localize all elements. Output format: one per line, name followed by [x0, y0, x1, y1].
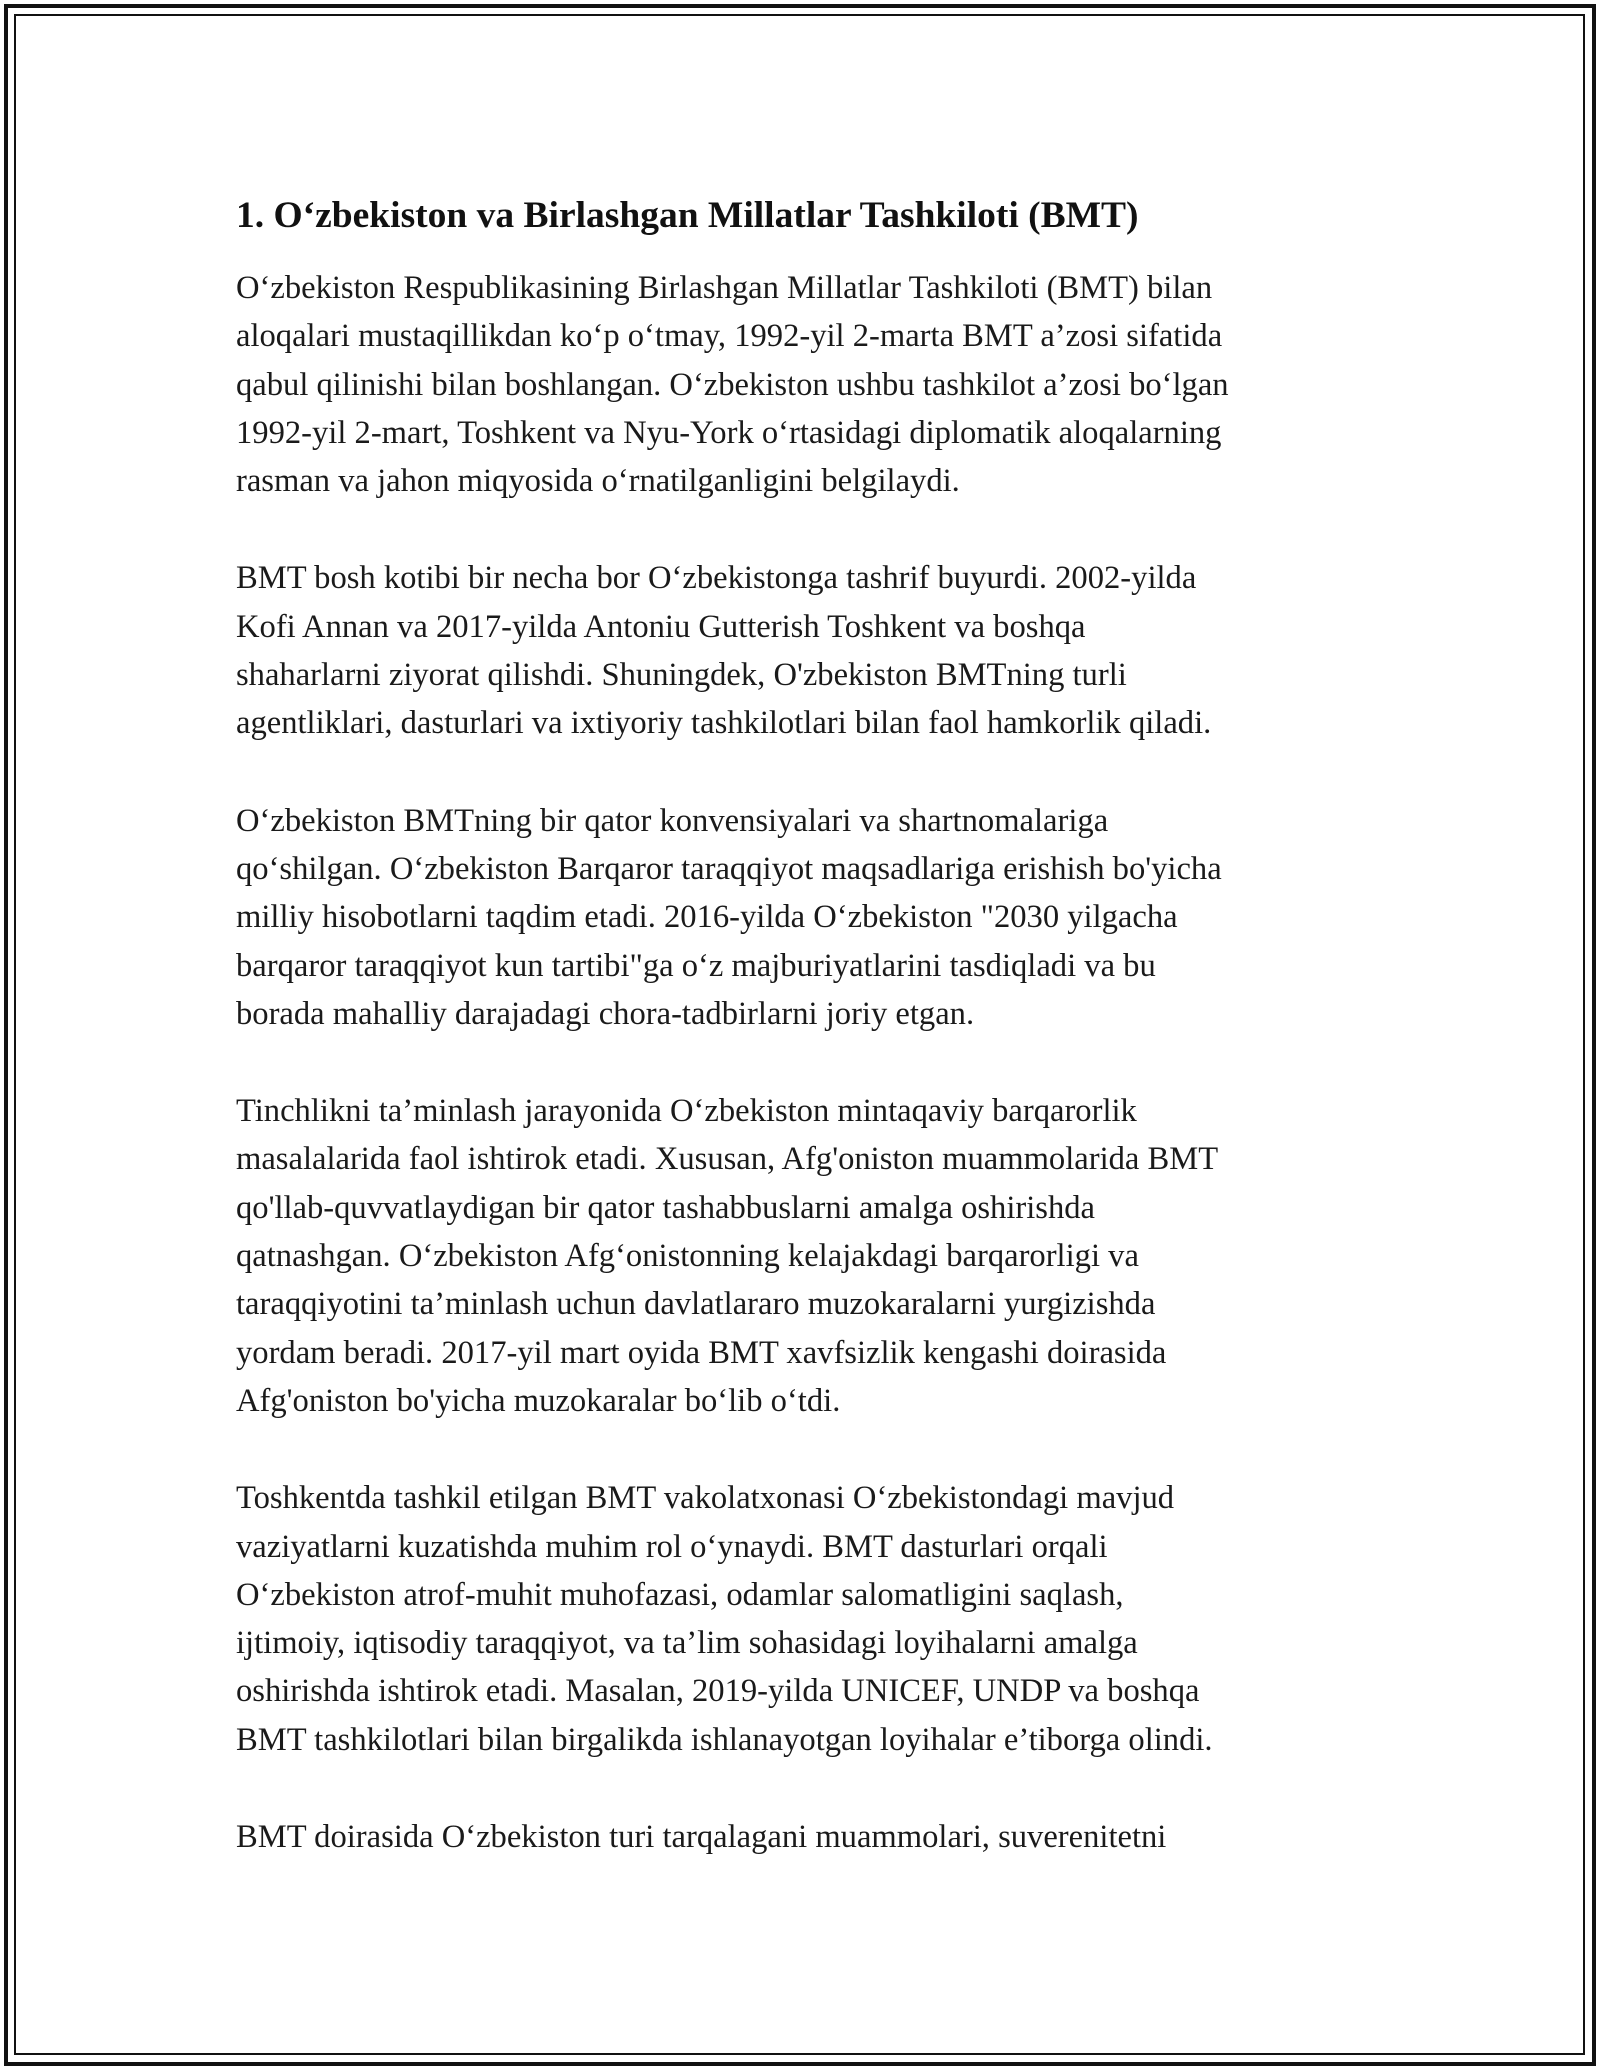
paragraph-conventions: O‘zbekiston BMTning bir qator konvensiyalari va shartnomalariga qo‘shilgan. O‘zbekiston Barqaror taraqqiyot maqsadlariga erishish bo'yicha milliy hisobotlarni taqdim etadi. 2016-yilda O‘zbekiston "2030 yilgacha barqaror taraqqiyot kun tartibi"ga o‘z majburiyatlarini tasdiqladi va bu borada mahalliy darajadagi chora-tadbirlarni joriy etgan.: [236, 802, 1222, 1032]
document-body: [236, 188, 1386, 1910]
paragraph-peacekeeping: Tinchlikni ta’minlash jarayonida O‘zbekiston mintaqaviy barqarorlik masalalarida faol ishtirok etadi. Xususan, Afg'oniston muammolarida BMT qo'llab-quvvatlaydigan bir qator tashabbuslarni amalga oshirishda qatnashgan. O‘zbekiston Afg‘onistonning kelajakdagi barqarorligi va taraqqiyotini ta’minlash uchun davlatlararo muzokaralarni yurgizishda yordam beradi. 2017-yil mart oyida BMT xavfsizlik kengashi doirasida Afg'oniston bo'yicha muzokaralar bo‘lib o‘tdi.: [236, 1093, 1219, 1419]
paragraph-bmt-membership: O‘zbekiston Respublikasining Birlashgan Millatlar Tashkiloti (BMT) bilan aloqalari mustaqillikdan ko‘p o‘tmay, 1992-yil 2-marta BMT a’zosi sifatida qabul qilinishi bilan boshlangan. O‘zbekiston ushbu tashkilot a’zosi bo‘lgan 1992-yil 2-mart, Toshkent va Nyu-York o‘rtasidagi diplomatik aloqalarning rasman va jahon miqyosida o‘rnatilganligini belgilaydi.: [236, 270, 1229, 500]
paragraph-tashkent-office: Toshkentda tashkil etilgan BMT vakolatxonasi O‘zbekistondagi mavjud vaziyatlarni kuzatishda muhim rol o‘ynaydi. BMT dasturlari orqali O‘zbekiston atrof-muhit muhofazasi, odamlar salomatligini saqlash, ijtimoiy, iqtisodiy taraqqiyot, va ta’lim sohasidagi loyihalarni amalga oshirishda ishtirok etadi. Masalan, 2019-yilda UNICEF, UNDP va boshqa BMT tashkilotlari bilan birgalikda ishlanayotgan loyihalar e’tiborga olindi.: [236, 1480, 1213, 1758]
section-heading: 1. O‘zbekiston va Birlashgan Millatlar Tashkiloti (BMT): [236, 195, 1139, 236]
paragraph-secretary-visits: BMT bosh kotibi bir necha bor O‘zbekistonga tashrif buyurdi. 2002-yilda Kofi Annan va 2017-yilda Antoniu Gutterish Toshkent va boshqa shaharlarni ziyorat qilishdi. Shuningdek, O'zbekiston BMTning turli agentliklari, dasturlari va ixtiyoriy tashkilotlari bilan faol hamkorlik qiladi.: [236, 560, 1212, 742]
paragraph-final-fragment: BMT doirasida O‘zbekiston turi tarqalagani muammolari, suverenitetni: [236, 1819, 1167, 1856]
